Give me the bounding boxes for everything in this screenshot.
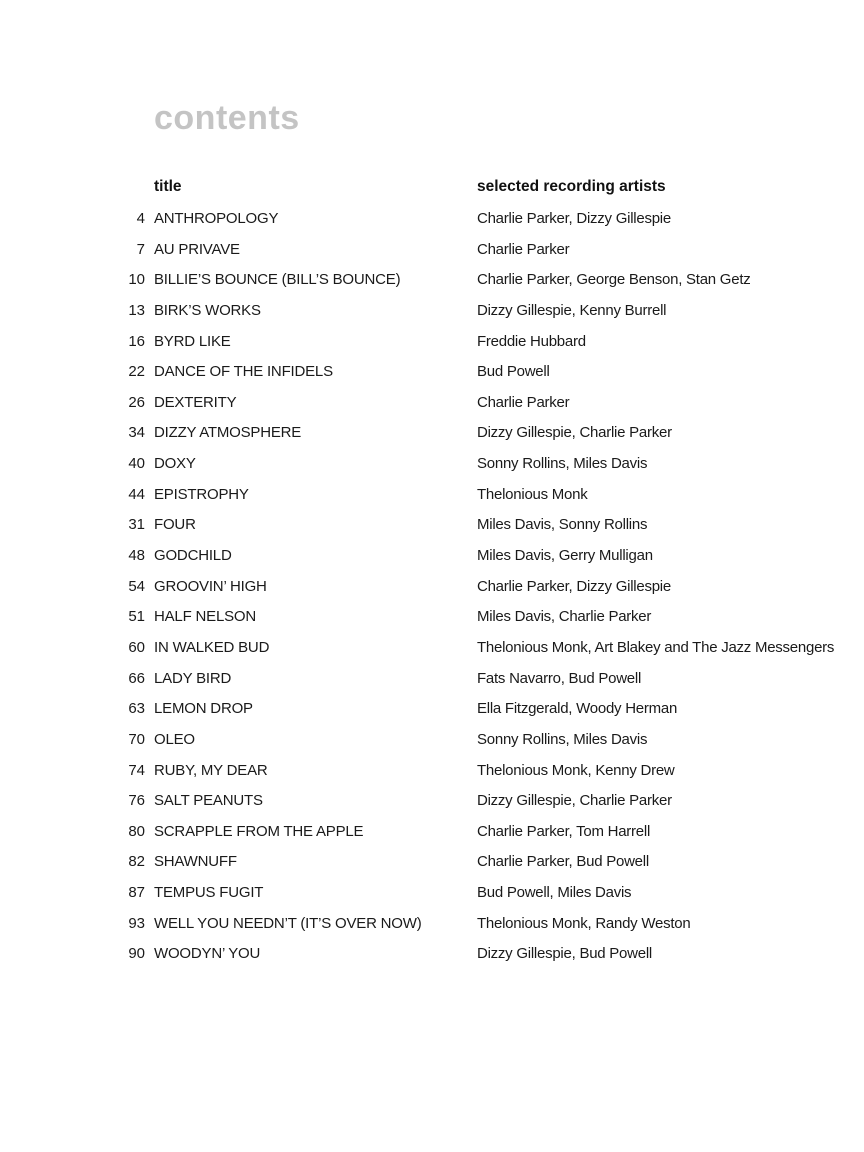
toc-song-title: ANTHROPOLOGY [154, 210, 279, 227]
toc-entry [0, 389, 864, 420]
toc-page-number: 93 [128, 914, 145, 932]
toc-recording-artists: Thelonious Monk, Kenny Drew [477, 761, 675, 779]
toc-entry [0, 787, 864, 818]
toc-recording-artists: Miles Davis, Charlie Parker [477, 608, 652, 626]
toc-page-number: 60 [128, 638, 145, 656]
toc-recording-artists: Dizzy Gillespie, Charlie Parker [477, 424, 672, 442]
toc-page-number: 34 [128, 424, 145, 442]
toc-page-number: 63 [128, 700, 145, 718]
toc-song-title: SCRAPPLE FROM THE APPLE [154, 822, 364, 840]
toc-page-number: 22 [128, 363, 145, 381]
toc-recording-artists: Dizzy Gillespie, Charlie Parker [477, 792, 672, 810]
toc-page-number: 4 [136, 210, 145, 227]
toc-song-title: HALF NELSON [154, 608, 256, 626]
toc-page-number: 66 [128, 669, 145, 687]
toc-entry [0, 236, 864, 267]
toc-entry [0, 910, 864, 941]
toc-entry [0, 419, 864, 450]
toc-song-title: FOUR [154, 516, 196, 534]
toc-page-number: 31 [128, 516, 145, 534]
toc-entry [0, 205, 864, 236]
toc-entry [0, 634, 864, 665]
toc-page-number: 76 [128, 792, 145, 810]
toc-recording-artists: Miles Davis, Gerry Mulligan [477, 547, 653, 565]
toc-page-number: 40 [128, 455, 145, 473]
toc-recording-artists: Thelonious Monk, Randy Weston [477, 914, 691, 932]
toc-song-title: SALT PEANUTS [154, 792, 263, 810]
title-column-header: title [154, 178, 182, 195]
toc-entry [0, 940, 864, 971]
toc-song-title: AU PRIVAVE [154, 240, 240, 258]
toc-recording-artists: Dizzy Gillespie, Kenny Burrell [477, 301, 667, 319]
toc-recording-artists: Charlie Parker [477, 240, 570, 258]
toc-page-number: 44 [128, 485, 145, 503]
toc-recording-artists: Miles Davis, Sonny Rollins [477, 516, 648, 534]
artists-column-header: selected recording artists [477, 178, 666, 195]
toc-recording-artists: Sonny Rollins, Miles Davis [477, 455, 648, 473]
toc-song-title: DANCE OF THE INFIDELS [154, 363, 333, 381]
toc-entry [0, 481, 864, 512]
toc-recording-artists: Ella Fitzgerald, Woody Herman [477, 700, 678, 718]
toc-song-title: DEXTERITY [154, 393, 237, 411]
toc-recording-artists: Charlie Parker, Tom Harrell [477, 822, 651, 840]
toc-song-title: GROOVIN’ HIGH [154, 577, 267, 595]
toc-recording-artists: Freddie Hubbard [477, 332, 586, 350]
toc-entry [0, 450, 864, 481]
toc-page-number: 51 [128, 608, 145, 626]
toc-song-title: SHAWNUFF [154, 853, 237, 871]
toc-entry [0, 542, 864, 573]
toc-entry [0, 848, 864, 879]
toc-page-number: 10 [128, 271, 145, 289]
toc-page-number: 74 [128, 761, 145, 779]
toc-entry [0, 573, 864, 604]
toc-entry [0, 603, 864, 634]
toc-recording-artists: Charlie Parker [477, 393, 570, 411]
toc-recording-artists: Charlie Parker, Dizzy Gillespie [477, 577, 671, 595]
toc-entry [0, 297, 864, 328]
toc-song-title: DIZZY ATMOSPHERE [154, 424, 302, 442]
page-title: contents [154, 99, 300, 137]
toc-page-number: 80 [128, 822, 145, 840]
toc-song-title: BYRD LIKE [154, 332, 231, 350]
toc-song-title: GODCHILD [154, 547, 232, 565]
toc-song-title: TEMPUS FUGIT [154, 884, 264, 902]
toc-recording-artists: Dizzy Gillespie, Bud Powell [477, 945, 652, 963]
toc-recording-artists: Thelonious Monk [477, 485, 588, 503]
toc-page-number: 70 [128, 730, 145, 748]
toc-page-number: 90 [128, 945, 145, 963]
toc-entry [0, 511, 864, 542]
toc-entry [0, 726, 864, 757]
toc-recording-artists: Charlie Parker, Dizzy Gillespie [477, 210, 671, 227]
toc-page-number: 7 [136, 240, 145, 258]
toc-song-title: DOXY [154, 455, 196, 473]
toc-song-title: EPISTROPHY [154, 485, 249, 503]
toc-recording-artists: Sonny Rollins, Miles Davis [477, 730, 648, 748]
toc-song-title: IN WALKED BUD [154, 638, 270, 656]
toc-recording-artists: Thelonious Monk, Art Blakey and The Jazz Messengers [477, 638, 835, 656]
toc-entry [0, 266, 864, 297]
toc-song-title: BILLIE’S BOUNCE (BILL’S BOUNCE) [154, 271, 401, 289]
toc-recording-artists: Charlie Parker, Bud Powell [477, 853, 649, 871]
toc-page-number: 54 [128, 577, 145, 595]
toc-page-number: 48 [128, 547, 145, 565]
toc-recording-artists: Bud Powell, Miles Davis [477, 884, 632, 902]
toc-entry [0, 757, 864, 788]
toc-song-title: LADY BIRD [154, 669, 232, 687]
toc-page-number: 26 [128, 393, 145, 411]
toc-song-title: OLEO [154, 730, 195, 748]
toc-page-number: 87 [128, 884, 145, 902]
toc-entry [0, 665, 864, 696]
toc-page-number: 82 [128, 853, 145, 871]
toc-page-number: 16 [128, 332, 145, 350]
toc-song-title: WELL YOU NEEDN’T (IT’S OVER NOW) [154, 914, 422, 932]
table-of-contents [0, 205, 864, 971]
toc-song-title: WOODYN’ YOU [154, 945, 261, 963]
toc-entry [0, 358, 864, 389]
toc-song-title: BIRK’S WORKS [154, 301, 261, 319]
toc-entry [0, 879, 864, 910]
toc-recording-artists: Bud Powell [477, 363, 550, 381]
toc-entry [0, 328, 864, 359]
toc-recording-artists: Fats Navarro, Bud Powell [477, 669, 642, 687]
toc-page-number: 13 [128, 301, 145, 319]
toc-entry [0, 818, 864, 849]
toc-entry [0, 695, 864, 726]
toc-song-title: LEMON DROP [154, 700, 253, 718]
toc-song-title: RUBY, MY DEAR [154, 761, 268, 779]
toc-recording-artists: Charlie Parker, George Benson, Stan Getz [477, 271, 751, 289]
